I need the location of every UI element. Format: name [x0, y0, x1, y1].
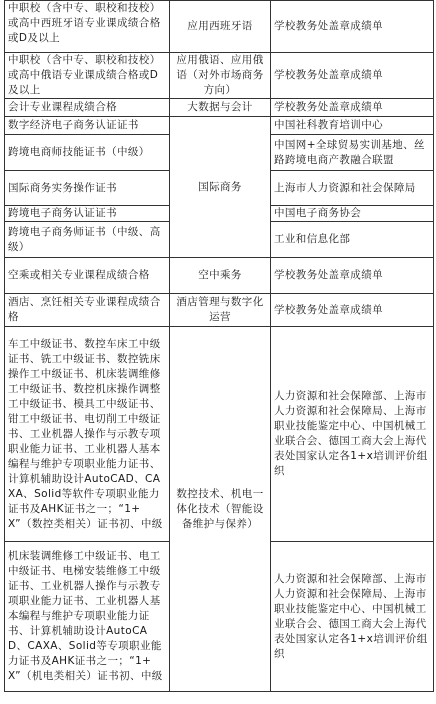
- issuer-cell: 学校教务处盖章成绩单: [271, 294, 434, 327]
- table-row: [5, 1, 434, 53]
- major-cell: 大数据与会计: [170, 99, 271, 117]
- issuer-cell: 中国网+全球贸易实训基地、丝路跨境电商产教融合联盟: [271, 135, 434, 171]
- certificate-requirement-table: [4, 0, 434, 692]
- certificate-cell: 空乘或相关专业课程成绩合格: [5, 258, 170, 294]
- issuer-cell: 学校教务处盖章成绩单: [271, 258, 434, 294]
- issuer-cell: 学校教务处盖章成绩单: [271, 99, 434, 117]
- issuer-cell: 人力资源和社会保障部、上海市人力资源和社会保障局、上海市职业技能鉴定中心、中国机械工业联合会、德国工商大会上海代表处国家认定各1+x培训评价组织: [271, 542, 434, 692]
- table-row: [5, 117, 434, 135]
- certificate-cell: 会计专业课程成绩合格: [5, 99, 170, 117]
- certificate-cell: 国际商务实务操作证书: [5, 171, 170, 206]
- table-row: [5, 294, 434, 327]
- issuer-cell: 上海市人力资源和社会保障局: [271, 171, 434, 206]
- issuer-cell: 学校教务处盖章成绩单: [271, 53, 434, 99]
- certificate-cell: 跨境电子商务师证书（中级、高级）: [5, 222, 170, 258]
- table-row: [5, 53, 434, 99]
- major-cell: 空中乘务: [170, 258, 271, 294]
- issuer-cell: 工业和信息化部: [271, 222, 434, 258]
- certificate-cell: 中职校（含中专、职校和技校）或高中西班牙语专业课成绩合格或D及以上: [5, 1, 170, 53]
- certificate-cell: 酒店、烹饪相关专业课程成绩合格: [5, 294, 170, 327]
- certificate-cell: 数字经济电子商务认证证书: [5, 117, 170, 135]
- major-cell: 数控技术、机电一体化技术（智能设备维护与保养）: [170, 327, 271, 692]
- major-cell: 酒店管理与数字化运营: [170, 294, 271, 327]
- table-row: [5, 258, 434, 294]
- major-cell: 应用俄语、应用俄语（对外市场商务方向）: [170, 53, 271, 99]
- major-cell: 应用西班牙语: [170, 1, 271, 53]
- issuer-cell: 中国社科教育培训中心: [271, 117, 434, 135]
- certificate-cell: 车工中级证书、数控车床工中级证书、铣工中级证书、数控铣床操作工中级证书、机床装调维修工中级证书、数控机床操作调整工中级证书、模具工中级证书、钳工中级证书、电切削工中级证书、工业机器人操作与示教专项职业能力证书、工业机器人基本编程与维护专项职业能力证书、计算机辅助设计AutoCAD、CAXA、Solid等软件专项职业能力证书及AHK证书之一；“1+X”（数控类相关）证书初、中级: [5, 327, 170, 542]
- certificate-cell: 跨境电商师技能证书（中级）: [5, 135, 170, 171]
- issuer-cell: 中国电子商务协会: [271, 206, 434, 222]
- certificate-cell: 中职校（含中专、职校和技校）或高中俄语专业课成绩合格或D及以上: [5, 53, 170, 99]
- table-row: [5, 327, 434, 542]
- table-row: [5, 99, 434, 117]
- certificate-cell: 机床装调维修工中级证书、电工中级证书、电梯安装维修工中级证书、工业机器人操作与示教专项职业能力证书、工业机器人基本编程与维护专项职业能力证书、计算机辅助设计AutoCAD、CAXA、Solid等专项职业能力证书及AHK证书之一；“1+X”（机电类相关）证书初、中级: [5, 542, 170, 692]
- major-cell: 国际商务: [170, 117, 271, 258]
- issuer-cell: 人力资源和社会保障部、上海市人力资源和社会保障局、上海市职业技能鉴定中心、中国机械工业联合会、德国工商大会上海代表处国家认定各1+x培训评价组织: [271, 327, 434, 542]
- issuer-cell: 学校教务处盖章成绩单: [271, 1, 434, 53]
- certificate-cell: 跨境电子商务认证证书: [5, 206, 170, 222]
